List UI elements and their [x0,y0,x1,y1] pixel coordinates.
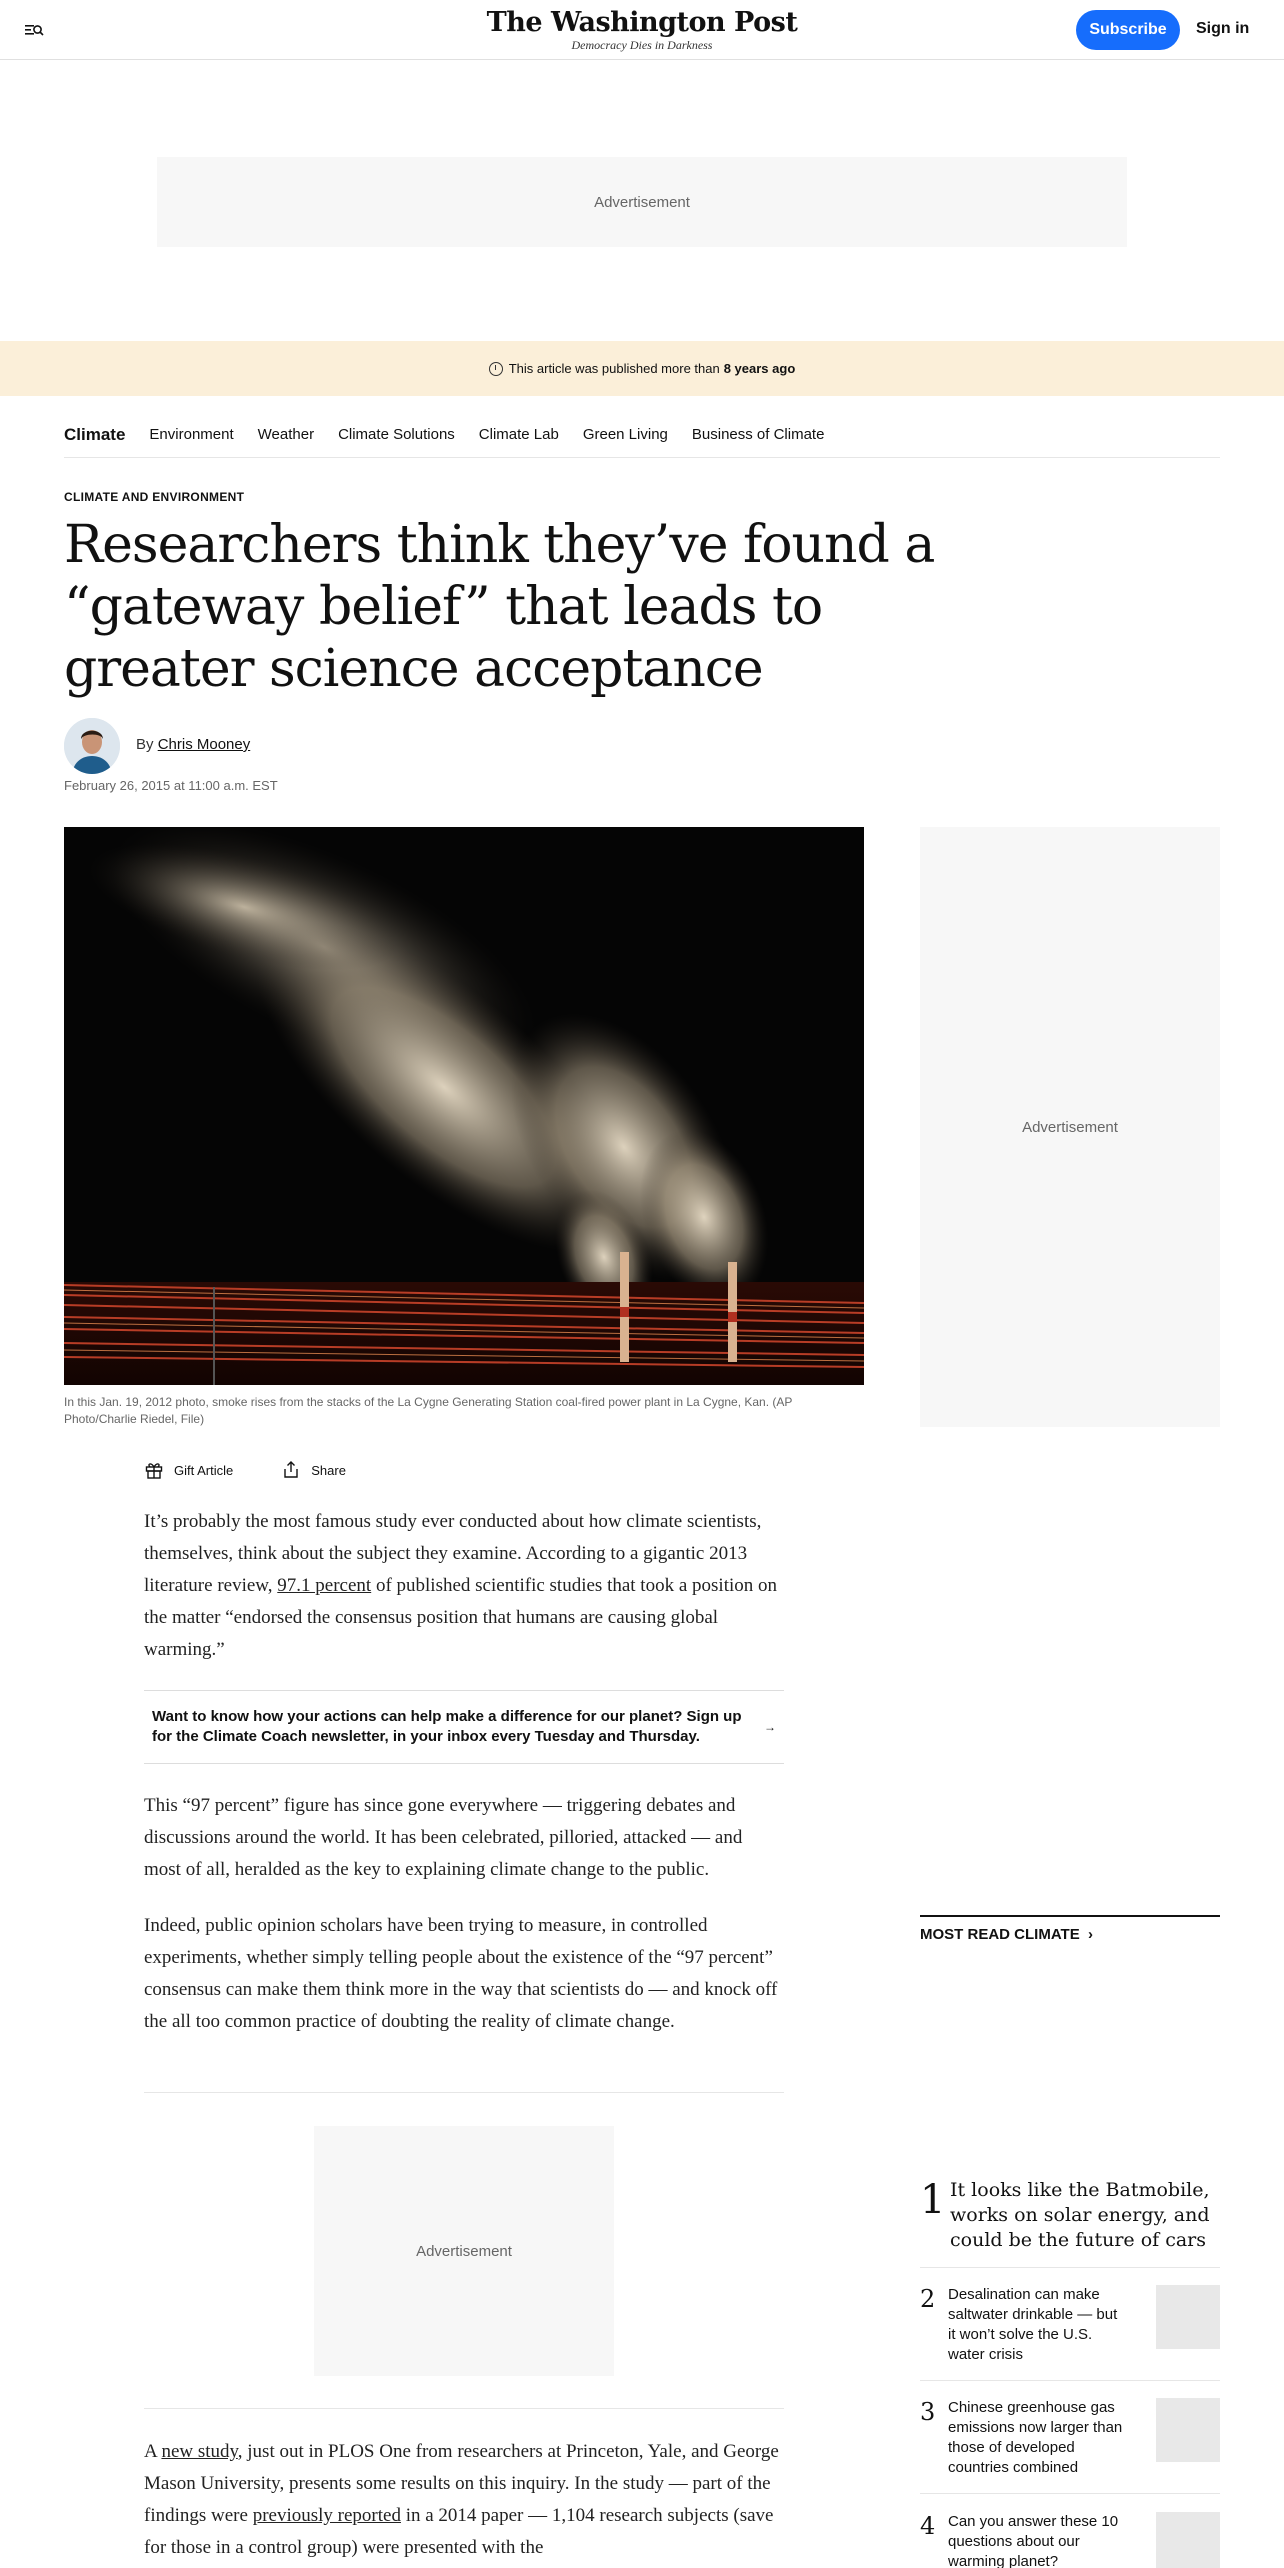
previously-reported-link[interactable]: previously reported [252,2505,401,2526]
article-actions [144,1460,394,1480]
most-read-rule [920,1915,1220,1917]
most-read-title[interactable] [920,1926,1093,1943]
gift-article-label: Gift Article [174,1462,234,1478]
most-read-headline[interactable]: Chinese greenhouse gas emissions now larger than those of developed countries combined [948,2399,1123,2476]
nav-environment[interactable]: Environment [149,426,234,443]
rail-advertisement[interactable] [920,827,1220,1427]
article-kicker[interactable]: CLIMATE AND ENVIRONMENT [64,490,245,504]
most-read-item-1[interactable] [920,2178,1220,2268]
new-study-link[interactable]: new study [161,2441,238,2462]
newsletter-signup[interactable] [144,1690,784,1764]
rank-number: 3 [920,2398,936,2426]
signup-text: Want to know how your actions can help make a difference for our planet? Sign up for the Climate Coach newsletter, in your inbox every Tuesday and Thursday. [152,1708,742,1745]
most-read-item-3[interactable] [920,2398,1220,2494]
logo-tagline: Democracy Dies in Darkness [571,38,713,52]
byline-prefix: By [136,736,154,753]
author-link[interactable]: Chris Mooney [157,736,251,753]
sign-in-link[interactable]: Sign in [1196,20,1250,37]
publish-date: February 26, 2015 at 11:00 a.m. EST [64,778,278,793]
banner-emphasis: 8 years ago [723,361,796,376]
article-paragraph-2: This “97 percent” figure has since gone everywhere — triggering debates and discussions around the world. It has been celebrated, pilloried, attacked — and most of all, heralded as the key to explaining climate change to the public. [144,1795,743,1880]
article-headline: Researchers think they’ve found a “gateway belief” that leads to greater science acceptance [64,515,935,699]
logo-name: The Washington Post [486,7,798,38]
divider [144,2408,784,2409]
paragraph-text: , just out in PLOS One from researchers at Princeton, Yale, and George Mason University, presents some results on this inquiry. In the study — part of the findings were [144,2441,779,2526]
section-nav [64,412,1220,458]
subscribe-button[interactable]: Subscribe [1076,10,1180,50]
share-label: Share [311,1462,346,1478]
paragraph-text: A [144,2441,162,2462]
most-read-label: MOST READ CLIMATE [920,1926,1080,1943]
story-thumbnail[interactable] [1156,2398,1220,2462]
most-read-item-2[interactable] [920,2285,1220,2381]
chevron-right-icon: › [1083,1926,1094,1943]
gift-article-button[interactable] [144,1460,233,1480]
top-advertisement[interactable] [157,157,1127,247]
byline [136,736,250,753]
ad-label: Advertisement [416,2242,512,2260]
ad-label: Advertisement [594,193,690,211]
share-icon [281,1460,301,1480]
most-read-item-4[interactable] [920,2512,1220,2568]
gift-icon [144,1460,164,1480]
rank-number: 2 [920,2285,936,2313]
paragraph-text: in a 2014 paper — 1,104 research subjects (save for those in a control group) were presented with the [144,2505,774,2558]
lead-photo[interactable] [64,827,864,1385]
paragraph-text: It’s probably the most famous study ever conducted about how climate scientists, themselves, think about the subject they examine. According to a gigantic 2013 literature review, [144,1511,762,1596]
study-link[interactable]: 97.1 percent [277,1575,372,1596]
chevron-right-icon: → [764,1720,776,1734]
nav-climate[interactable]: Climate [64,424,126,444]
ad-label: Advertisement [1022,1118,1118,1136]
nav-weather[interactable]: Weather [257,426,315,443]
nav-green-living[interactable]: Green Living [582,426,668,443]
nav-climate-solutions[interactable]: Climate Solutions [338,426,455,443]
site-header [0,0,1284,60]
paragraph-text: of published scientific studies that took a position on the matter “endorsed the consensus position that humans are causing global warming.” [144,1575,777,1660]
photo-caption: In this Jan. 19, 2012 photo, smoke rises from the stacks of the La Cygne Generating Station coal-fired power plant in La Cygne, Kan. (AP Photo/Charlie Riedel, File) [64,1395,793,1426]
share-button[interactable] [281,1460,346,1480]
story-thumbnail[interactable] [1156,2285,1220,2349]
author-avatar[interactable] [64,718,120,774]
banner-text: This article was published more than [508,361,720,376]
clock-icon [489,362,503,376]
article-paragraph-3: Indeed, public opinion scholars have been trying to measure, in controlled experiments, whether simply telling people about the existence of the “97 percent” consensus can make them think more in the way that scientists do — and knock off the all too common practice of doubting the reality of climate change. [144,1915,778,2032]
story-thumbnail[interactable] [1156,2512,1220,2568]
article-age-banner [0,341,1284,396]
most-read-headline[interactable]: It looks like the Batmobile, works on solar energy, and could be the future of cars [950,2179,1210,2251]
divider [144,2092,784,2093]
rank-number: 4 [920,2512,936,2540]
article-paragraph-1 [144,1506,784,1666]
inline-advertisement[interactable] [314,2126,614,2376]
most-read-headline[interactable]: Desalination can make saltwater drinkable — but it won’t solve the U.S. water crisis [948,2286,1118,2363]
rank-number: 1 [920,2177,946,2223]
nav-climate-lab[interactable]: Climate Lab [478,426,559,443]
most-read-headline[interactable]: Can you answer these 10 questions about our warming planet? [948,2513,1119,2568]
nav-business-of-climate[interactable]: Business of Climate [691,426,825,443]
article-paragraph-4 [144,2436,784,2564]
